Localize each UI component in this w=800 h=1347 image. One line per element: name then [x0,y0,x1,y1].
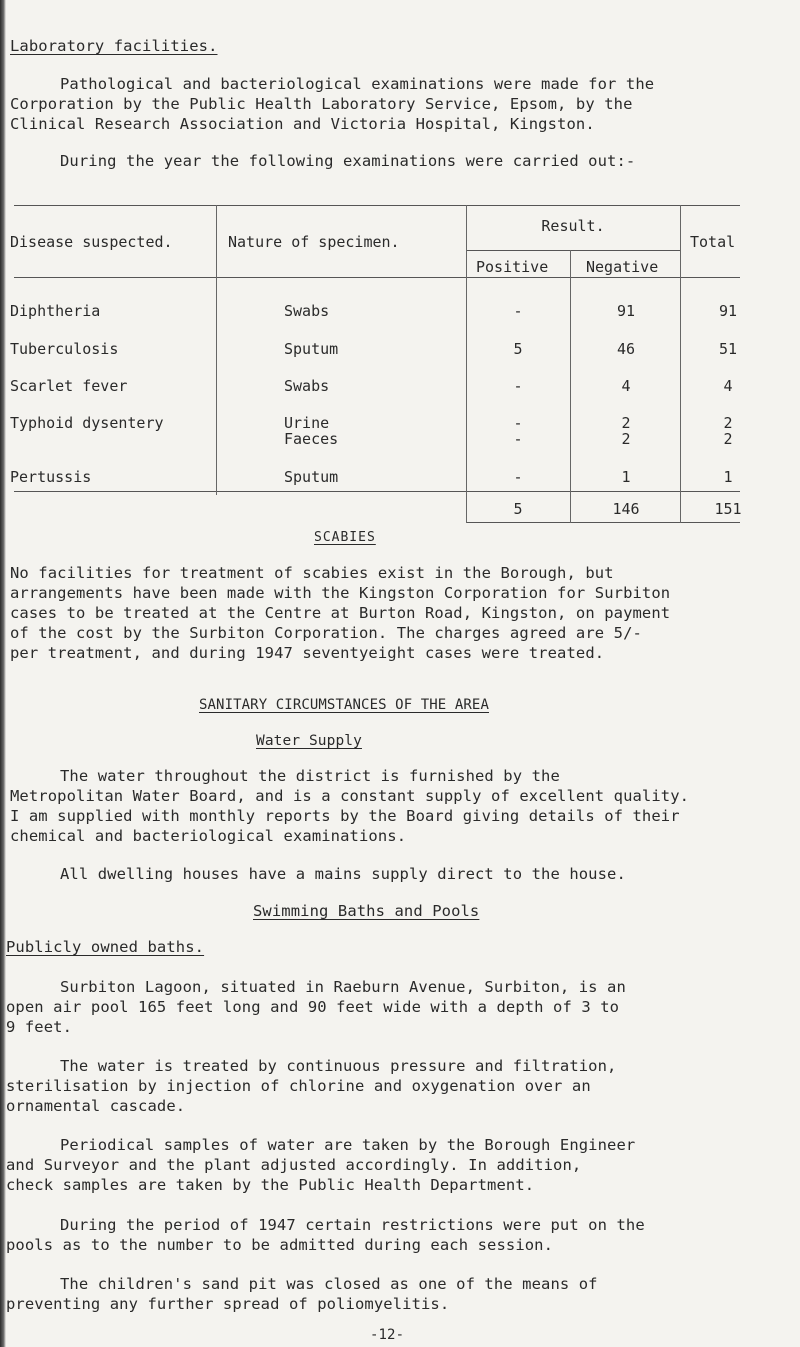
col-divider [680,205,681,523]
swimming-line: check samples are taken by the Public Health Department. [6,1176,535,1194]
table-top-rule [14,205,740,206]
total-positive: 5 [513,500,523,518]
scabies-line: cases to be treated at the Centre at Burton Road, Kingston, on payment [10,604,671,622]
header-positive: Positive [476,258,549,276]
cell-disease: Tuberculosis [10,340,119,358]
cell-specimen: Faeces [284,430,339,448]
cell-specimen: Sputum [284,468,339,486]
cell-specimen: Sputum [284,340,339,358]
cell-negative: 2 [621,414,631,432]
cell-disease: Pertussis [10,468,92,486]
cell-total: 2 [723,430,733,448]
water-line: The water throughout the district is furnished by the [60,767,560,785]
header-negative: Negative [586,258,659,276]
swimming-line: open air pool 165 feet long and 90 feet wide with a depth of 3 to [6,998,620,1016]
col-divider [570,250,571,523]
swimming-line: and Surveyor and the plant adjusted accordingly. In addition, [6,1156,582,1174]
cell-negative: 1 [621,468,631,486]
mains-line: All dwelling houses have a mains supply direct to the house. [60,865,626,883]
cell-negative: 91 [616,302,636,320]
scabies-title: SCABIES [314,530,376,545]
cell-negative: 2 [621,430,631,448]
swimming-line: The water is treated by continuous pressure and filtration, [60,1057,617,1075]
totals-bottom-rule [466,522,740,523]
body-bottom-rule [14,491,740,492]
total-total: 151 [714,500,742,518]
intro-line: During the year the following examinations were carried out:- [60,152,636,170]
water-line: I am supplied with monthly reports by the Board giving details of their [10,807,680,825]
water-line: Metropolitan Water Board, and is a constant supply of excellent quality. [10,787,690,805]
swimming-subtitle: Publicly owned baths. [6,938,205,956]
scabies-line: of the cost by the Surbiton Corporation. The charges agreed are 5/- [10,624,642,642]
scabies-line: per treatment, and during 1947 seventyeight cases were treated. [10,644,605,662]
cell-disease: Typhoid dysentery [10,414,164,432]
swimming-title: Swimming Baths and Pools [253,902,480,920]
scabies-line: No facilities for treatment of scabies exist in the Borough, but [10,564,614,582]
swimming-line: The children's sand pit was closed as one of the means of [60,1275,598,1293]
cell-disease: Diphtheria [10,302,101,320]
sanitary-title: SANITARY CIRCUMSTANCES OF THE AREA [199,697,489,713]
header-specimen: Nature of specimen. [228,233,400,251]
header-bottom-rule [14,277,740,278]
swimming-line: 9 feet. [6,1018,73,1036]
swimming-line: Surbiton Lagoon, situated in Raeburn Avenue, Surbiton, is an [60,978,626,996]
swimming-line: pools as to the number to be admitted during each session. [6,1236,554,1254]
intro-line: Clinical Research Association and Victoria Hospital, Kingston. [10,115,595,133]
cell-negative: 4 [621,377,631,395]
col-divider [466,205,467,523]
intro-line: Pathological and bacteriological examinations were made for the [60,75,655,93]
cell-disease: Scarlet fever [10,377,128,395]
header-disease: Disease suspected. [10,233,173,251]
result-sub-rule [466,250,680,251]
scabies-line: arrangements have been made with the Kingston Corporation for Surbiton [10,584,671,602]
total-negative: 146 [612,500,640,518]
cell-total: 1 [723,468,733,486]
cell-specimen: Swabs [284,302,330,320]
swimming-line: During the period of 1947 certain restrictions were put on the [60,1216,645,1234]
intro-line: Corporation by the Public Health Laboratory Service, Epsom, by the [10,95,633,113]
swimming-line: ornamental cascade. [6,1097,186,1115]
cell-total: 4 [723,377,733,395]
cell-negative: 46 [616,340,636,358]
swimming-line: Periodical samples of water are taken by the Borough Engineer [60,1136,636,1154]
header-total: Total [690,233,736,251]
col-divider [216,205,217,495]
cell-specimen: Swabs [284,377,330,395]
cell-positive: - [513,377,523,395]
swimming-line: sterilisation by injection of chlorine and oxygenation over an [6,1077,591,1095]
cell-positive: - [513,468,523,486]
cell-positive: - [513,302,523,320]
cell-positive: 5 [513,340,523,358]
cell-total: 51 [718,340,738,358]
cell-positive: - [513,414,523,432]
swimming-line: preventing any further spread of poliomyelitis. [6,1295,450,1313]
cell-total: 91 [718,302,738,320]
page-number: -12- [370,1327,405,1343]
water-line: chemical and bacteriological examinations. [10,827,407,845]
header-result: Result. [541,217,605,235]
cell-specimen: Urine [284,414,330,432]
cell-positive: - [513,430,523,448]
water-supply-title: Water Supply [256,733,362,749]
section-heading: Laboratory facilities. [10,37,218,55]
cell-total: 2 [723,414,733,432]
